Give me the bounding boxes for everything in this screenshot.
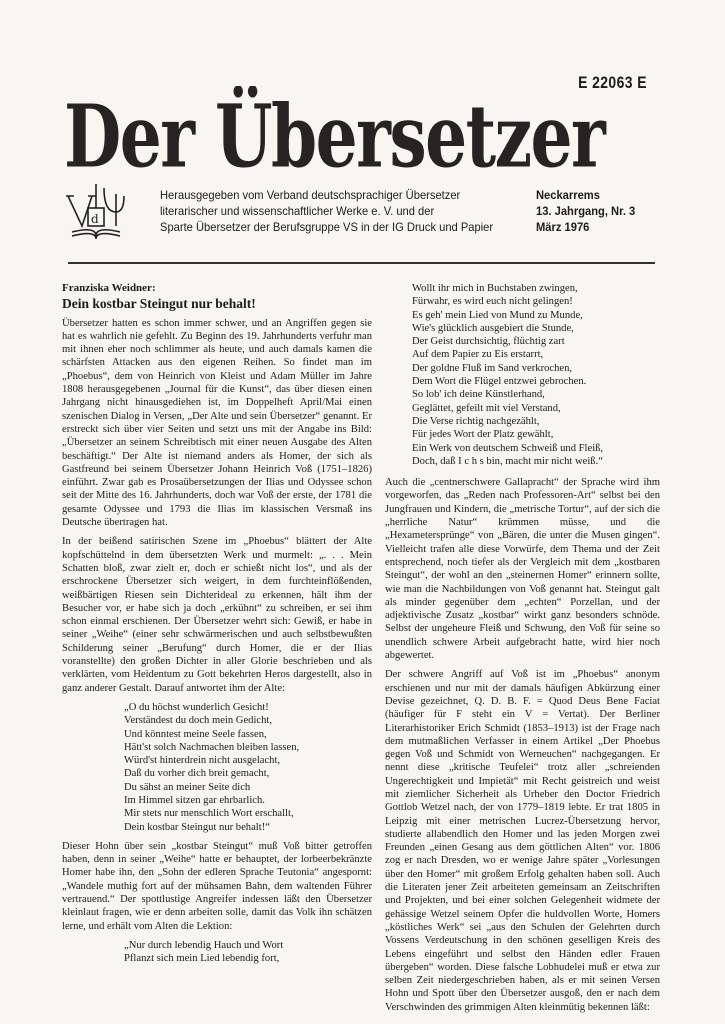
publisher-info bbox=[160, 187, 504, 235]
verse-line: Dein kostbar Steingut nur behalt!“ bbox=[124, 821, 270, 833]
article-author: Franziska Weidner: bbox=[62, 282, 156, 294]
issue-date: März 1976 bbox=[536, 220, 590, 234]
verse-line: Verständest du doch mein Gedicht, bbox=[124, 715, 272, 727]
verse-quote bbox=[124, 939, 372, 966]
verse-line: Wie's glücklich ausgebiert die Stunde, bbox=[412, 322, 574, 334]
verse-line: Pflanzt sich mein Lied lebendig fort, bbox=[124, 953, 280, 965]
publisher-line: Herausgegeben vom Verband deutschsprachiger Übersetzer bbox=[160, 188, 461, 202]
issue-info bbox=[536, 187, 635, 235]
article-headline: Dein kostbar Steingut nur behalt! bbox=[62, 296, 256, 312]
verse-quote bbox=[124, 701, 372, 834]
svg-text:d: d bbox=[91, 212, 99, 226]
verse-line: Wollt ihr mich in Buchstaben zwingen, bbox=[412, 283, 578, 294]
verse-line: Für jedes Wort der Platz gewählt, bbox=[412, 429, 554, 441]
verse-line: Hätt'st solch Nachmachen bleiben lassen, bbox=[124, 741, 300, 753]
paragraph: Auch die „centnerschwere Gallapracht“ der Sprache wird ihm vorgeworfen, das „Reden nach Professoren-Art“ selbst bei den Jungfrauen und Kindern, die „metrische Tortur“, auf der sich die „herrliche Natur“ krümmen müsse, und die „Hexametersprünge“ von „Bären, die unter die Musen gingen“. Vielleicht trafen alle diese Vorwürfe, dem Thema und der Zeit entsprechend, noch tiefer als der Vergleich mit dem „kostbaren Steingut“, der wohl an den „steinernen Homer“ erinnern sollte, wie man die Nachbildungen von Voß genannt hat. Steingut galt als minder gegenüber dem „echten“ Porzellan, und der adjektivische Zusatz „kostbar“ wirkt ganz besonders schnöde. Selbst der ungeheure Fleiß und Schwung, den Voß für seine so unendlich schwere Arbeit aufgebracht hatte, wird hier noch abgewertet. bbox=[385, 477, 660, 662]
verse-line: Würd'st hinterdrein nicht ausgelacht, bbox=[124, 755, 281, 767]
verse-line: Auf dem Papier zu Eis erstarrt, bbox=[412, 349, 544, 361]
paragraph: Der schwere Angriff auf Voß ist im „Phoebus“ anonym erschienen und nur mit der damals häufigen Abkürzung einer Devise gezeichnet, Q. D. B. F. = Quod Deus Bene Faciat (häufiger für F steht ein V = Vertat). Der Berliner Literarhistoriker Erich Schmidt (1853–1913) ist der Frage nach dem mutmaßlichen Verfasser in einem Artikel „Der Phoebus gegen Voß und Schmidt von Werneuchen“ nachgegangen. Er nennt diese „kritische Teufelei“ trotz aller „schreienden Ungerechtigkeit und Impietät“ mit Recht geistreich und weist mit ziemlicher Sicherheit als Urheber den Doctor Friedrich Gottlob Wetzel nach, der von 1779–1819 lebte. Er trat 1805 in Leipzig mit einer metrischen Lucrez-Übersetzung hervor, studierte allabendlich den Homer und las jeden Morgen zwei Freunden „einen Gesang aus dem göttlichen Alten“ vor. 1806 zog er nach Dresden, wo er wenige Jahre später „Vorlesungen über den Homer“ mit großem Erfolg gehalten haben soll. Auch die Literaten jener Zeit arbeiteten gemeinsam an Zeitschriften und Projekten, und bei einer solchen Gelegenheit widmete der gehässige Wetzel seinem Opfer die huldvollen Worte, Homers „köstliches Werk“ sei „aus den Schulen der Gelehrten durch Vossens Verdeutschung in den schönen geselligen Kreis des Lebens eingeführt und selbst den Händen edler Frauen übergeben“ worden. Diese falsche Lobhudelei muß er etwa zur selben Zeit niedergeschrieben haben, als er mit seinen Versen Hohn und Spott über den Übersetzer ausgoß, den er nach dem Verschwinden des grimmigen Alten kleinmütig bekennen läßt: bbox=[385, 669, 660, 1013]
verse-line: Ein Werk von deutschem Schweiß und Fleiß, bbox=[412, 442, 604, 454]
verse-quote bbox=[412, 282, 660, 468]
left-column bbox=[62, 282, 372, 972]
paragraph: Übersetzer hatten es schon immer schwer, und an Angriffen gegen sie hat es wahrlich nie gefehlt. Zu Beginn des 19. Jahrhunderts verfuhr man mit ihnen eher noch schlimmer als heute, und auch damals kamen die schärfsten Attacken aus den eigenen Reihen. So findet man im „Phoebus“, dem von Heinrich von Kleist und Adam Müller im Jahre 1808 herausgegebenen „Journal für die Kunst“, das über diesen einen Jahrgang nicht hinausgediehen ist, im Doppelheft April/Mai einen szenischen Dialog in Versen, „Der Alte und sein Übersetzer“ genannt. Er erstreckt sich über vier Seiten und setzt uns mit der Angabe ins Bild: „Übersetzer an seinem Schreibtisch mit einer neuen Ausgabe des Alten beschäftigt.“ Der Alte ist niemand anders als Homer, der sich als Gastfreund bei seinem Übersetzer Johann Heinrich Voß (1751–1826) einführt. Zwar gab es Prosaübersetzungen der Ilias und Odyssee schon seit der Mitte des 16. Jahrhunderts, doch war Voß der erste, der 1781 die gesamte Odyssee und 1793 die Ilias im klassischen Versmaß ins Deutsche übertragen hat. bbox=[62, 317, 372, 529]
publisher-line: literarischer und wissenschaftlicher Werke e. V. und der bbox=[160, 204, 435, 218]
verse-line: Im Himmel sitzen gar ehrbarlich. bbox=[124, 794, 265, 806]
issue-code: E 22063 E bbox=[578, 73, 647, 92]
verse-line: So lob' ich deine Künstlerhand, bbox=[412, 389, 545, 401]
verse-line: Geglättet, gefeilt mit viel Verstand, bbox=[412, 402, 561, 414]
verse-line: „Nur durch lebendig Hauch und Wort bbox=[124, 939, 284, 951]
issue-place: Neckarrems bbox=[536, 188, 600, 202]
verse-line: Und könntest meine Seele fassen, bbox=[124, 728, 267, 740]
verse-line: Doch, daß I c h s bin, macht mir nicht weiß.“ bbox=[412, 455, 603, 467]
right-column bbox=[385, 282, 660, 1020]
paragraph: Dieser Hohn über sein „kostbar Steingut“ muß Voß bitter getroffen haben, denn in seiner „Weihe“ hatte er behauptet, der lorbeerbekränzte Homer habe ihn, den „Sohn der edleren Sprache Teutonia“ angespornt: „Wandele muthig fort auf der mühsamen Bahn, dem waltenden Führer vertrauend.“ Der spottlustige Angreifer indessen läßt den Übersetzer kleinlaut fragen, wie er denn arbeiten solle, damit das Volk ihn schätzen lerne, und erhält vom Alten die Lektion: bbox=[62, 840, 372, 932]
masthead-divider bbox=[68, 262, 655, 264]
verse-line: Fürwahr, es wird euch nicht gelingen! bbox=[412, 296, 573, 308]
verse-line: Die Verse richtig nachgezählt, bbox=[412, 415, 540, 427]
paragraph: In der beißend satirischen Szene im „Phoebus“ blättert der Alte kopfschüttelnd in dem übersetzten Werk und murmelt: „. . . Mein Schatten bloß, zwar zielt er, doch er schießt nicht los“, und als der erschrockene Übersetzer sich weigert, in dem furchteinflößenden, weißbärtigen Riesen sein Dichterideal zu erkennen, hält ihm der Besucher vor, er habe sich ja doch „erkühnt“ zu schreiben, er sei ihm schon einmal erschienen. Der Übersetzer wehrt sich: Gewiß, er habe in seiner „Weihe“ (einer sehr schwärmerischen und auch selbstbewußten Schilderung seiner „Berufung“ durch Homer, die er der Ilias voranstellte) den großen Dichter in aller Glorie beschrieben und als verklärten, vom Heidentum zu Gott bekehrten Heros dargestellt, also in ganz anderer Gestalt. Darauf antwortet ihm der Alte: bbox=[62, 536, 372, 694]
verse-line: „O du höchst wunderlich Gesicht! bbox=[124, 701, 269, 713]
verse-line: Mir stets nur menschlich Wort erschallt, bbox=[124, 808, 294, 820]
publisher-line: Sparte Übersetzer der Berufsgruppe VS in der IG Druck und Papier bbox=[160, 220, 494, 234]
verse-line: Daß du vorher dich breit gemacht, bbox=[124, 768, 270, 780]
verse-line: Es geh' mein Lied von Mund zu Munde, bbox=[412, 309, 583, 321]
verse-line: Dem Wort die Flügel entzwei gebrochen. bbox=[412, 376, 587, 388]
verse-line: Der goldne Fluß im Sand verkrochen, bbox=[412, 362, 573, 374]
vdu-logo-icon bbox=[66, 182, 126, 240]
verse-line: Du sähst an meiner Seite dich bbox=[124, 781, 251, 793]
masthead-title: Der Übersetzer bbox=[64, 86, 605, 188]
issue-volume: 13. Jahrgang, Nr. 3 bbox=[536, 204, 636, 218]
verse-line: Der Geist durchsichtig, flüchtig zart bbox=[412, 336, 565, 348]
